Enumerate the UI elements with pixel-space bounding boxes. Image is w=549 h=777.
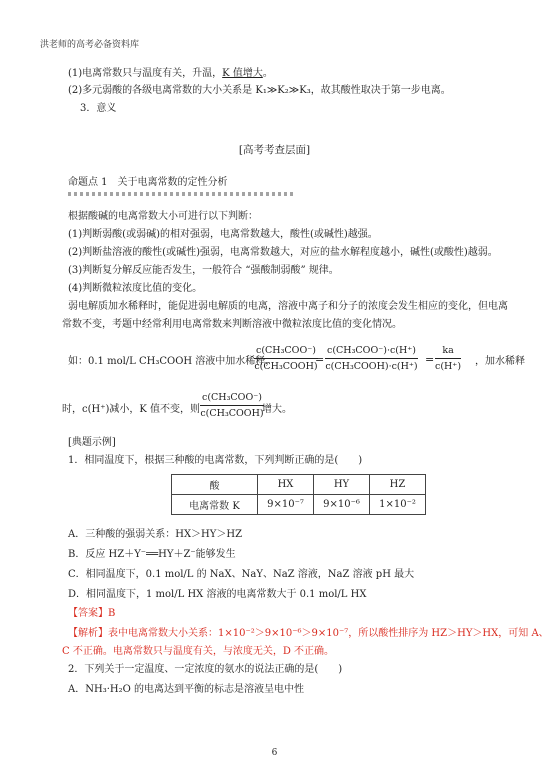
table-cell: 1×10⁻²: [370, 495, 426, 515]
option-a: A．三种酸的强弱关系：HX＞HY＞HZ: [68, 529, 243, 540]
question-2: 2．下列关于一定温度、一定浓度的氨水的说法正确的是( ): [68, 664, 343, 675]
example-heading: [典题示例]: [68, 437, 116, 448]
option-c: C．相同温度下，0.1 mol/L 的 NaX、NaY、NaZ 溶液，NaZ 溶液 pH 最大: [68, 569, 415, 580]
question-1: 1．相同温度下，根据三种酸的电离常数，下列判断正确的是( ): [68, 455, 363, 466]
meaning-heading: 3．意义: [80, 103, 117, 114]
equals-2: =: [425, 353, 435, 366]
analysis-line-1: 【解析】表中电离常数大小关系：1×10⁻²＞9×10⁻⁶＞9×10⁻⁷，所以酸性排序为 HZ＞HY＞HX，可知 A、: [68, 628, 549, 639]
table-header-cell: HY: [314, 475, 370, 495]
fraction-3-den: c(H⁺): [435, 361, 462, 372]
table-header-cell: 酸: [172, 475, 258, 495]
answer-label: 【答案】B: [68, 608, 116, 619]
fraction-1: [254, 345, 318, 372]
analysis-line-2: C 不正确。电离常数只与温度有关，与浓度无关，D 不正确。: [62, 646, 335, 657]
page-number: 6: [271, 748, 278, 758]
fraction-1-num: c(CH₃COO⁻): [254, 345, 318, 359]
section-heading: [高考考查层面]: [238, 144, 311, 156]
fraction-2-num: c(CH₃COO⁻)·c(H⁺): [325, 345, 418, 359]
fraction-3-num: ka: [435, 345, 461, 359]
judge-1: (1)判断弱酸(或弱碱)的相对强弱，电离常数越大，酸性(或碱性)越强。: [68, 229, 378, 240]
option-b: B．反应 HZ＋Y⁻══HY＋Z⁻能够发生: [68, 549, 236, 560]
formula-lead: 如：0.1 mol/L CH₃COOH 溶液中加水稀释，: [68, 356, 276, 367]
judge-2: (2)判断盐溶液的酸性(或碱性)强弱，电离常数越大，对应的盐水解程度越小，碱性(或酸性)越弱。: [68, 247, 498, 258]
acid-constant-table: [171, 474, 426, 515]
formula-2-tail: 增大。: [262, 404, 292, 415]
fraction-3: [435, 345, 461, 372]
page-header: 洪老师的高考必备资料库: [40, 40, 140, 50]
equals-1: =: [315, 353, 325, 366]
point-1-underlined: K 值增大: [222, 68, 263, 79]
fraction-2: [325, 345, 418, 372]
option-d: D．相同温度下，1 mol/L HX 溶液的电离常数大于 0.1 mol/L HX: [68, 589, 367, 600]
table-header-cell: HX: [258, 475, 314, 495]
table-cell: 9×10⁻⁶: [314, 495, 370, 515]
topic-heading: 命题点 1 关于电离常数的定性分析: [68, 177, 228, 188]
formula-2-lead: 时，c(H⁺)减小，K 值不变，则: [62, 404, 201, 415]
point-1: [68, 67, 273, 81]
fraction-4: [200, 392, 264, 419]
table-cell: 9×10⁻⁷: [258, 495, 314, 515]
judge-4: (4)判断微粒浓度比值的变化。: [68, 283, 203, 294]
table-header-row: [172, 475, 426, 495]
question-2-option-a: A．NH₃·H₂O 的电离达到平衡的标志是溶液呈电中性: [68, 684, 304, 695]
fraction-2-den: c(CH₃COOH)·c(H⁺): [325, 361, 418, 372]
point-1-text: (1)电离常数只与温度有关，升温，: [68, 68, 223, 79]
dilution-para-2: 常数不变，考题中经常利用电离常数来判断溶液中微粒浓度比值的变化情况。: [62, 319, 402, 330]
fraction-4-num: c(CH₃COO⁻): [200, 392, 264, 406]
fraction-4-den: c(CH₃COOH): [200, 408, 264, 419]
fraction-1-den: c(CH₃COOH): [254, 361, 318, 372]
table-header-cell: HZ: [370, 475, 426, 495]
point-1-end: 。: [262, 68, 273, 79]
point-2: (2)多元弱酸的各级电离常数的大小关系是 K₁≫K₂≫K₃，故其酸性取决于第一步电离。: [68, 85, 451, 96]
table-row: [172, 495, 426, 515]
dilution-para-1: 弱电解质加水稀释时，能促进弱电解质的电离，溶液中离子和分子的浓度会发生相应的变化，但电离: [68, 301, 508, 312]
judge-3: (3)判断复分解反应能否发生，一般符合 “强酸制弱酸” 规律。: [68, 265, 339, 276]
judge-intro: 根据酸碱的电离常数大小可进行以下判断：: [68, 211, 258, 222]
table-cell: 电离常数 K: [172, 495, 258, 515]
formula-tail: ，加水稀释: [475, 356, 525, 367]
wavy-underline: [68, 192, 296, 196]
